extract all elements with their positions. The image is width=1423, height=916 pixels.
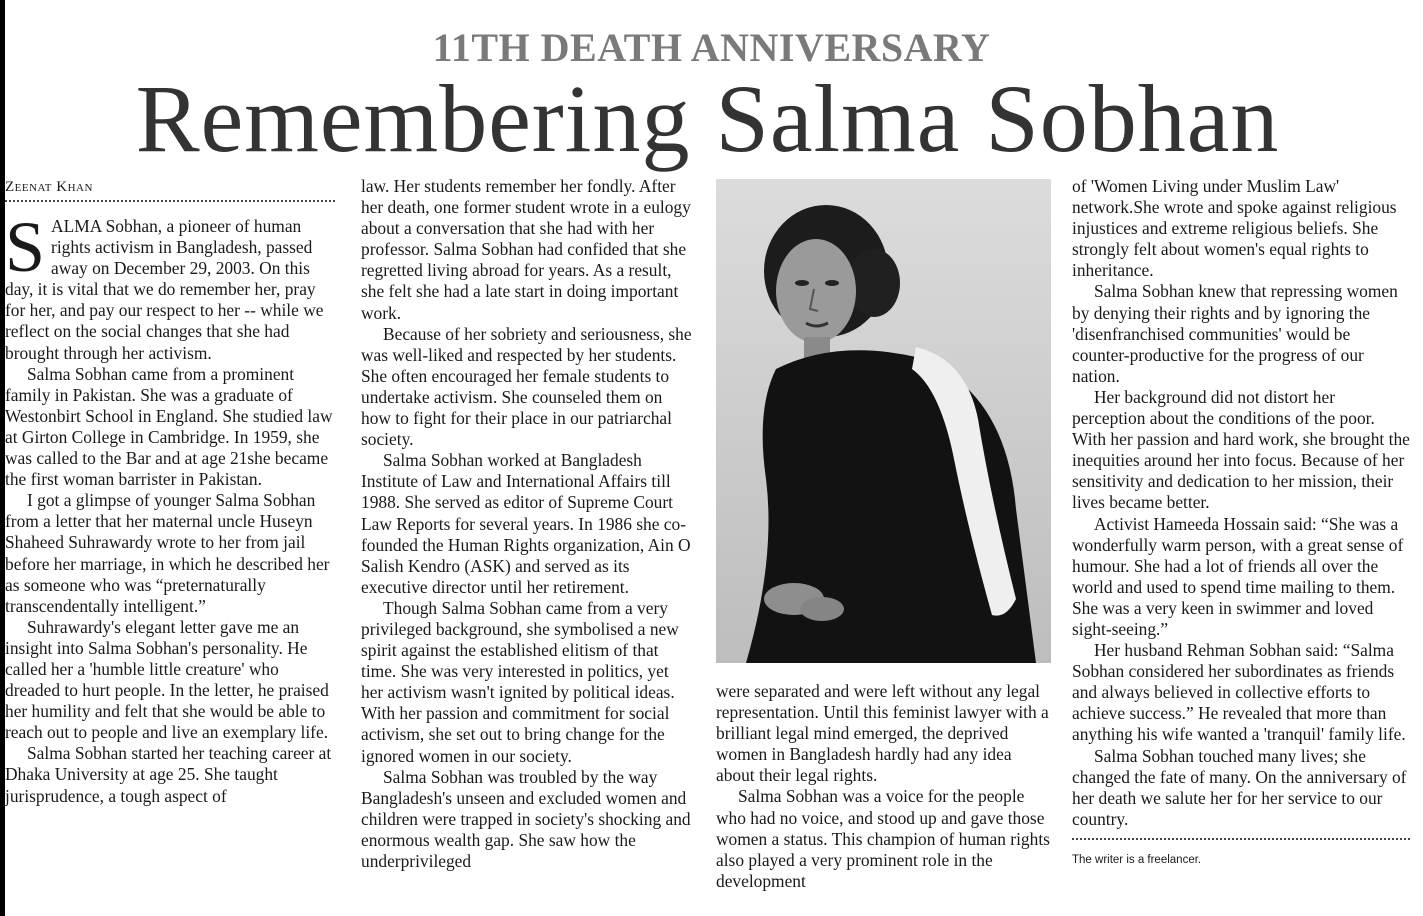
headline: Remembering Salma Sobhan [135, 65, 1280, 172]
portrait-photo [716, 179, 1051, 663]
paragraph: Salma Sobhan came from a prominent family in Pakistan. She was a graduate of Westonbirt School in England. She studied law at Girton College in Cambridge. In 1959, she was called to the Bar and at age 21she became the first woman barrister in Pakistan. [5, 363, 333, 490]
paragraph: I got a glimpse of younger Salma Sobhan from a letter that her maternal uncle Huseyn Shaheed Suhrawardy wrote to her from jail before her marriage, in which he described her as someone who was “preternaturally transcendentally intelligent.” [5, 490, 330, 616]
paragraph: Though Salma Sobhan came from a very privileged background, she symbolised a new spirit against the established elitism of that time. She was very interested in politics, yet her activism wasn't ignited by political ideas. With her passion and commitment for social activism, she set out to bring change for the ignored women in our society. [361, 597, 679, 766]
paragraph: of 'Women Living under Muslim Law' network.She wrote and spoke against religious injustices and extreme religious beliefs. She strongly felt about women's equal rights to inheritance. [1072, 176, 1397, 281]
paragraph: were separated and were left without any legal representation. Until this feminist lawyer with a brilliant legal mind emerged, the deprived women in Bangladesh hardly had any idea about their legal rights. [716, 681, 1049, 786]
paragraph: Salma Sobhan started her teaching career at Dhaka University at age 25. She taught jurisprudence, a tough aspect of [5, 743, 332, 806]
author-footnote: The writer is a freelancer. [1072, 853, 1202, 866]
column-4 [1072, 176, 1410, 871]
byline: Zeenat Khan [5, 179, 93, 195]
column-1 [5, 176, 335, 807]
drop-cap: S [5, 207, 46, 287]
paragraph: Her husband Rehman Sobhan said: “Salma Sobhan considered her subordinates as friends and always believed in collective efforts to achieve success.” He revealed that more than anything his wife wanted a 'tranquil' family life. [1072, 640, 1406, 745]
paragraph: Salma Sobhan was troubled by the way Bangladesh's unseen and excluded women and children were trapped in society's shocking and enormous wealth gap. She saw how the underprivileged [361, 766, 691, 871]
paragraph-1: SALMA Sobhan, a pioneer of human rights activism in Bangladesh, passed away on December 29, 2003. On this day, it is vital that we do remember her, pray for her, and pay our respect to her -- while we reflect on the social changes that she had brought through her activism. [5, 207, 324, 363]
column-3 [716, 681, 1051, 892]
paragraph: Salma Sobhan worked at Bangladesh Institute of Law and International Affairs till 1988. She served as editor of Supreme Court Law Reports for several years. In 1986 she co-founded the Human Rights organization, Ain O Salish Kendro (ASK) and served as its executive director until her retirement. [361, 450, 691, 597]
paragraph: Because of her sobriety and seriousness, she was well-liked and respected by her students. She often encouraged her female students to undertake activism. She counseled them on how to fight for their place in our patriarchal society. [361, 323, 692, 450]
kicker: 11TH DEATH ANNIVERSARY [432, 25, 991, 70]
paragraph: Activist Hameeda Hossain said: “She was a wonderfully warm person, with a great sense of humour. She had a lot of friends all over the world and used to spend time mailing to them. She was a very keen in swimmer and loved sight-seeing.” [1072, 513, 1404, 639]
paragraph: law. Her students remember her fondly. After her death, one former student wrote in a eulogy about a conversation that she had with her professor. Salma Sobhan had confided that she regretted living abroad for years. As a result, she felt she had a late start in doing important work. [361, 176, 691, 323]
paragraph: Salma Sobhan touched many lives; she changed the fate of many. On the anniversary of her death we salute her for her service to our country. [1072, 745, 1407, 829]
portrait-illustration [716, 179, 1051, 663]
paragraph: Salma Sobhan knew that repressing women by denying their rights and by ignoring the 'disenfranchised communities' would be counter-productive for the progress of our nation. [1072, 281, 1398, 386]
column-2 [361, 176, 693, 872]
paragraph: Suhrawardy's elegant letter gave me an insight into Salma Sobhan's personality. He called her a 'humble little creature' who dreaded to hurt people. In the letter, he praised her humility and felt that she would be able to reach out to people and live an exemplary life. [5, 616, 329, 743]
paragraph: Salma Sobhan was a voice for the people who had no voice, and stood up and gave those women a status. This champion of human rights also played a very prominent role in the development [716, 786, 1050, 891]
byline-divider [5, 200, 335, 202]
end-divider [1072, 838, 1410, 840]
paragraph: Her background did not distort her perception about the conditions of the poor. With her passion and hard work, she brought the inequities around her into focus. Because of her sensitivity and dedication to her mission, their lives became better. [1072, 386, 1410, 513]
